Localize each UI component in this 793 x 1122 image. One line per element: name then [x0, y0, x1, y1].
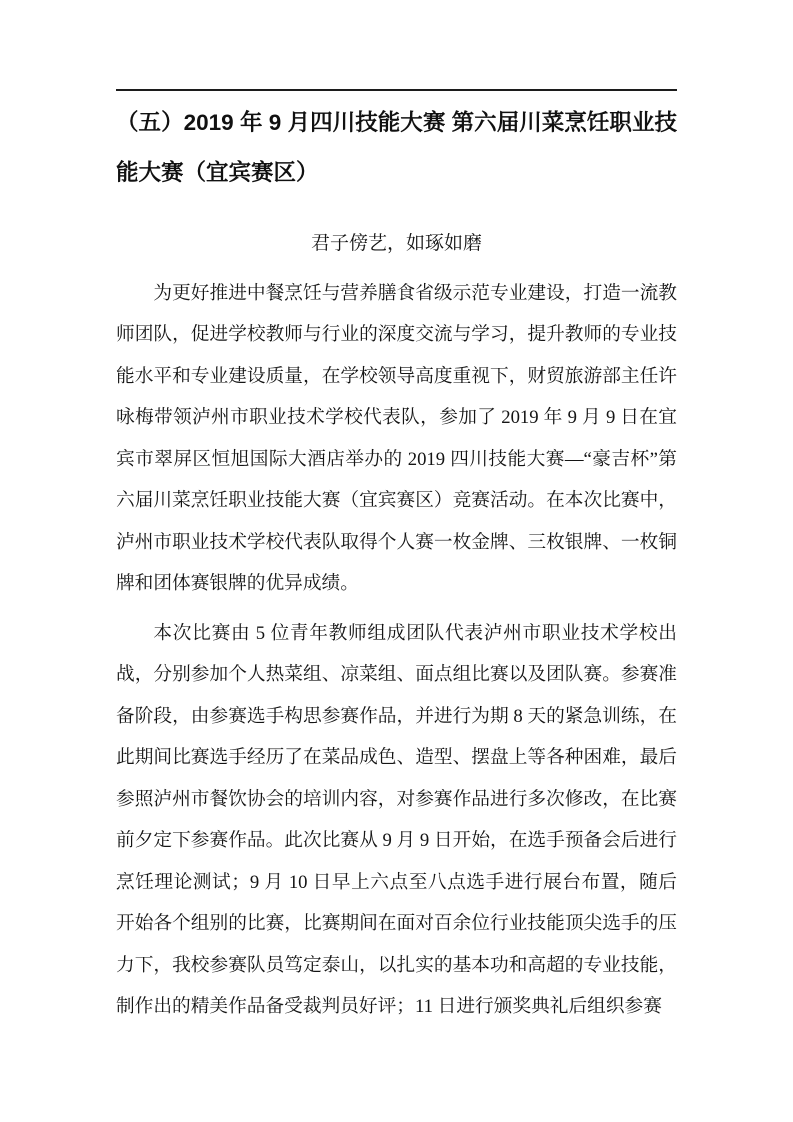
paragraph-2: 本次比赛由 5 位青年教师组成团队代表泸州市职业技术学校出战，分别参加个人热菜组、凉菜组、面点组比赛以及团队赛。参赛准备阶段，由参赛选手构思参赛作品，并进行为期 8 天的紧急训练，在此期间比赛选手经历了在菜品成色、造型、摆盘上等各种困难，最后参照泸州市餐饮协会的培训内容，对参赛作品进行多次修改，在比赛前夕定下参赛作品。此次比赛从 9 月 9 日开始，在选手预备会后进行烹饪理论测试；9 月 10 日早上六点至八点选手进行展台布置，随后开始各个组别的比赛，比赛期间在面对百余位行业技能顶尖选手的压力下，我校参赛队员笃定泰山，以扎实的基本功和高超的专业技能，制作出的精美作品备受裁判员好评；11 日进行颁奖典礼后组织参赛 [116, 622, 677, 1017]
header-divider [116, 0, 677, 91]
document-title: （五）2019 年 9 月四川技能大赛 第六届川菜烹饪职业技能大赛（宜宾赛区） [116, 110, 677, 185]
document-subtitle: 君子傍艺，如琢如磨 [310, 233, 482, 254]
paragraph-1: 为更好推进中餐烹饪与营养膳食省级示范专业建设，打造一流教师团队，促进学校教师与行业的深度交流与学习，提升教师的专业技能水平和专业建设质量，在学校领导高度重视下，财贸旅游部主任许咏梅带领泸州市职业技术学校代表队，参加了 2019 年 9 月 9 日在宜宾市翠屏区恒旭国际大酒店举办的 2019 四川技能大赛—“豪吉杯”第六届川菜烹饪职业技能大赛（宜宾赛区）竞赛活动。在本次比赛中，泸州市职业技术学校代表队取得个人赛一枚金牌、三枚银牌、一枚铜牌和团体赛银牌的优异成绩。 [116, 282, 677, 594]
